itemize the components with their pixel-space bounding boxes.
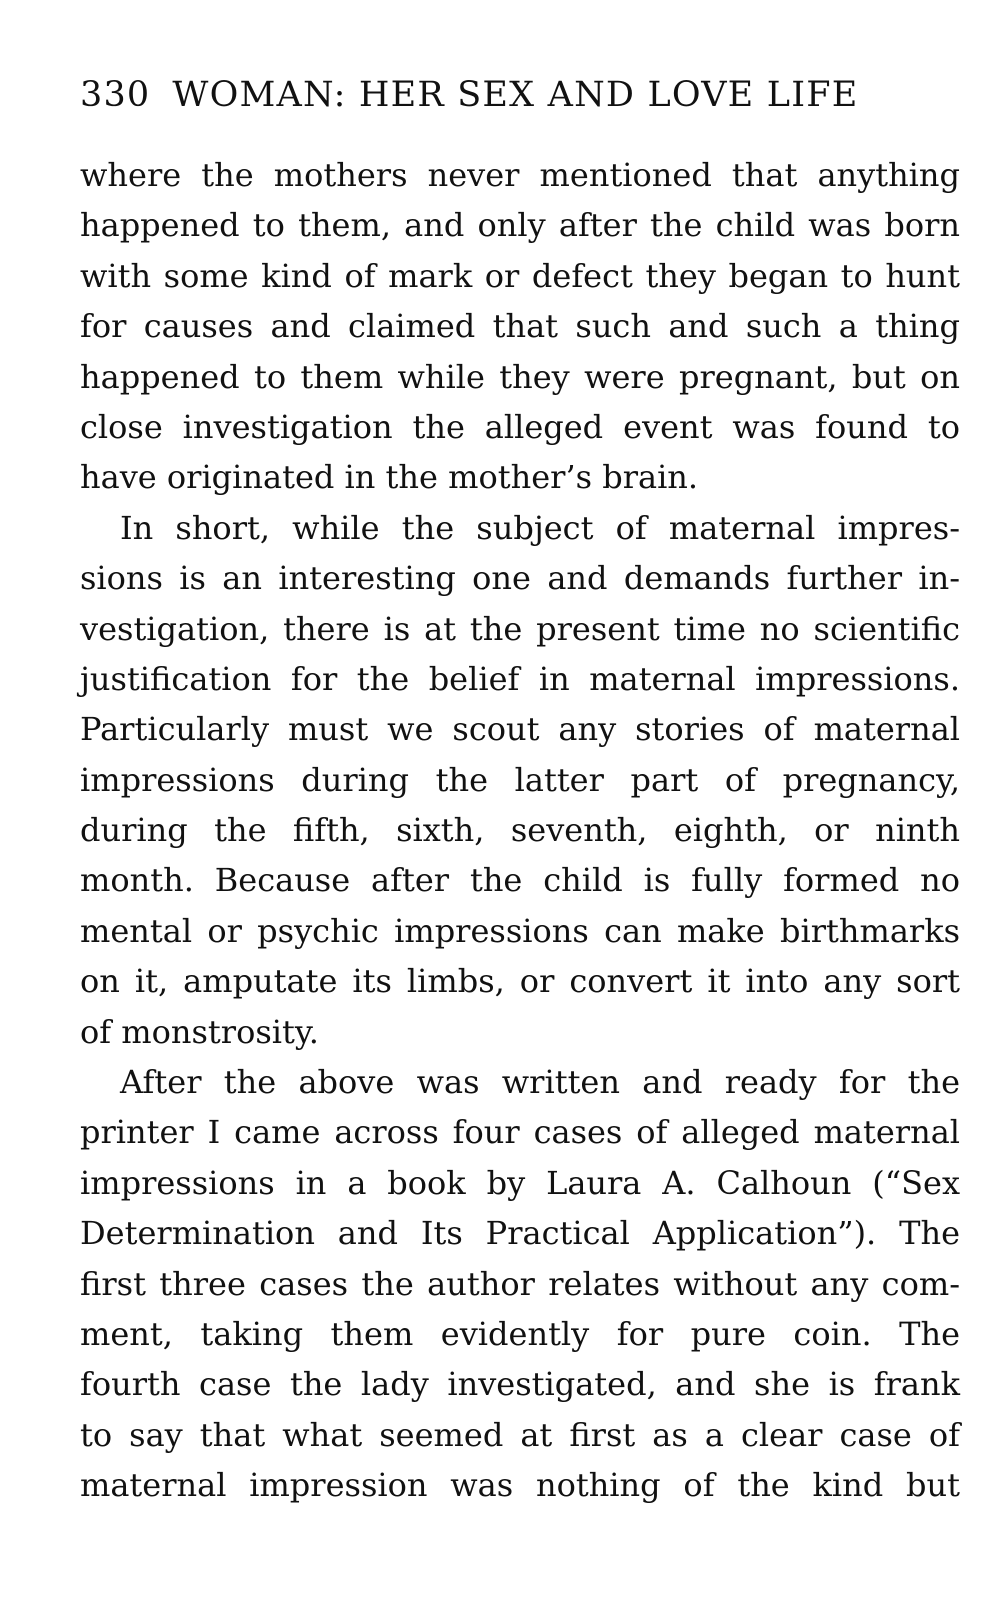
text-line: have originated in the mother’s brain. xyxy=(80,458,699,497)
running-title: WOMAN: HER SEX AND LOVE LIFE xyxy=(172,75,859,115)
text-line: ment, taking them evidently for pure coin. The xyxy=(80,1314,960,1353)
text-line: Particularly must we scout any stories of maternal xyxy=(80,710,960,749)
text-line: close investigation the alleged event was found to xyxy=(80,407,960,446)
text-line: to say that what seemed at first as a clear case of xyxy=(80,1415,960,1454)
text-line: impressions during the latter part of pregnancy, xyxy=(80,760,960,799)
paragraph-after-the-above xyxy=(80,1057,960,1511)
text-line: fourth case the lady investigated, and she is frank xyxy=(80,1365,960,1404)
text-line: impressions in a book by Laura A. Calhoun (“Sex xyxy=(80,1163,960,1202)
text-line: printer I came across four cases of alleged maternal xyxy=(80,1113,960,1152)
text-line: After the above was written and ready for the xyxy=(120,1063,960,1102)
text-line: of monstrosity. xyxy=(80,1012,319,1051)
text-line: on it, amputate its limbs, or convert it into any sort xyxy=(80,962,960,1001)
text-line: month. Because after the child is fully formed no xyxy=(80,861,960,900)
paragraph-continued xyxy=(80,150,960,503)
text-line: mental or psychic impressions can make birthmarks xyxy=(80,911,960,950)
paragraph-in-short xyxy=(80,503,960,1057)
text-line: during the fifth, sixth, seventh, eighth, or ninth xyxy=(80,811,960,850)
text-line: maternal impression was nothing of the kind but xyxy=(80,1466,960,1505)
text-line: vestigation, there is at the present time no scientific xyxy=(80,609,960,648)
body-text xyxy=(80,150,960,1511)
text-line: with some kind of mark or defect they began to hunt xyxy=(80,256,960,295)
text-line: sions is an interesting one and demands further in- xyxy=(80,559,960,598)
text-line: first three cases the author relates without any com- xyxy=(80,1264,960,1303)
text-line: happened to them, and only after the child was born xyxy=(80,206,960,245)
text-line: Determination and Its Practical Application”). The xyxy=(80,1214,960,1253)
text-line: happened to them while they were pregnant, but on xyxy=(80,357,960,396)
running-head xyxy=(80,70,960,120)
text-line: justification for the belief in maternal impressions. xyxy=(80,659,960,698)
page-number: 330 xyxy=(80,75,151,115)
text-line: In short, while the subject of maternal impres- xyxy=(120,508,960,547)
text-line: where the mothers never mentioned that anything xyxy=(80,156,960,194)
text-line: for causes and claimed that such and such a thing xyxy=(80,307,960,346)
